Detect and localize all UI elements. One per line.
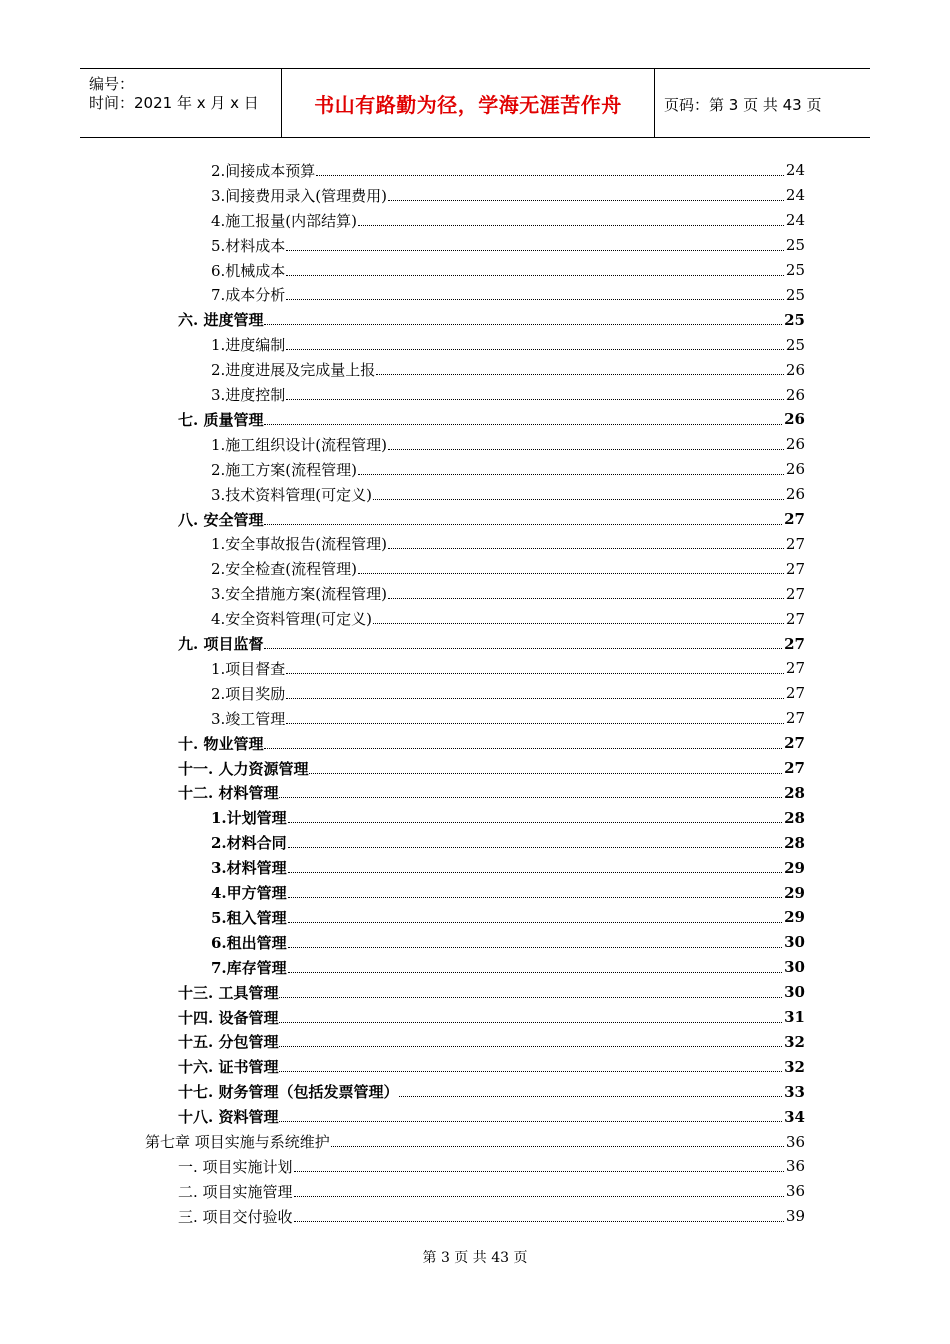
toc-leader-dots	[388, 598, 784, 599]
toc-entry-label: 2.材料合同	[211, 834, 287, 853]
toc-leader-dots	[279, 1022, 782, 1023]
toc-leader-dots	[279, 1071, 782, 1072]
toc-leader-dots	[309, 773, 782, 774]
toc-entry[interactable]	[211, 855, 805, 880]
toc-entry-page: 36	[785, 1182, 805, 1201]
toc-leader-dots	[358, 573, 784, 574]
time-label: 时间：2021 年 x 月 x 日	[89, 94, 259, 112]
header-motto-cell	[282, 69, 655, 137]
toc-entry-page: 30	[784, 958, 805, 977]
toc-leader-dots	[279, 1121, 782, 1122]
toc-entry-page: 26	[785, 435, 805, 454]
page-header	[80, 68, 870, 138]
toc-entry[interactable]	[211, 955, 805, 980]
toc-leader-dots	[288, 872, 782, 873]
toc-entry[interactable]	[211, 183, 805, 208]
toc-entry[interactable]	[211, 258, 805, 283]
toc-entry-label: 1.项目督查	[211, 659, 286, 678]
toc-entry[interactable]	[178, 1154, 805, 1179]
toc-entry[interactable]	[211, 233, 805, 258]
toc-entry[interactable]	[211, 581, 805, 606]
toc-entry[interactable]	[211, 706, 805, 731]
toc-entry[interactable]	[178, 980, 805, 1005]
toc-entry-page: 31	[784, 1008, 805, 1027]
toc-leader-dots	[358, 225, 784, 226]
toc-entry-page: 25	[785, 261, 805, 280]
toc-entry-label: 6.租出管理	[211, 933, 287, 952]
toc-leader-dots	[264, 424, 782, 425]
toc-entry-label: 十五. 分包管理	[178, 1033, 279, 1052]
toc-entry[interactable]	[211, 805, 805, 830]
toc-entry-label: 7.成本分析	[211, 286, 286, 305]
toc-entry-label: 十. 物业管理	[178, 734, 264, 753]
toc-entry-label: 1.进度编制	[211, 336, 286, 355]
toc-leader-dots	[264, 324, 782, 325]
toc-leader-dots	[376, 374, 784, 375]
toc-entry[interactable]	[178, 1030, 805, 1055]
header-page-cell	[655, 69, 870, 137]
toc-entry-label: 二. 项目实施管理	[178, 1182, 293, 1201]
toc-entry-page: 27	[784, 510, 805, 529]
toc-entry[interactable]	[211, 208, 805, 233]
toc-entry-label: 2.安全检查(流程管理)	[211, 560, 358, 579]
toc-entry-page: 32	[784, 1032, 805, 1051]
toc-entry-label: 4.安全资料管理(可定义)	[211, 610, 373, 629]
serial-label: 编号：	[89, 75, 135, 93]
toc-entry-label: 八. 安全管理	[178, 510, 264, 529]
toc-entry[interactable]	[178, 731, 805, 756]
toc-leader-dots	[288, 922, 782, 923]
toc-entry[interactable]	[211, 880, 805, 905]
toc-leader-dots	[288, 847, 782, 848]
toc-entry-label: 十二. 材料管理	[178, 784, 279, 803]
toc-entry-label: 1.计划管理	[211, 809, 287, 828]
toc-entry-label: 1.安全事故报告(流程管理)	[211, 535, 388, 554]
toc-entry[interactable]	[145, 1129, 805, 1154]
toc-leader-dots	[294, 1221, 784, 1222]
toc-entry-label: 4.施工报量(内部结算)	[211, 211, 358, 230]
toc-entry-label: 十四. 设备管理	[178, 1008, 279, 1027]
toc-leader-dots	[388, 200, 784, 201]
toc-leader-dots	[286, 723, 784, 724]
toc-entry[interactable]	[211, 532, 805, 557]
toc-entry[interactable]	[211, 158, 805, 183]
toc-entry[interactable]	[211, 930, 805, 955]
toc-entry-page: 28	[784, 808, 805, 827]
toc-entry[interactable]	[211, 905, 805, 930]
toc-leader-dots	[286, 399, 784, 400]
toc-entry-label: 三. 项目交付验收	[178, 1207, 293, 1226]
toc-entry[interactable]	[178, 756, 805, 781]
toc-entry[interactable]	[178, 1104, 805, 1129]
toc-entry[interactable]	[178, 1204, 805, 1229]
toc-entry-page: 32	[784, 1057, 805, 1076]
toc-entry-page: 27	[784, 759, 805, 778]
page-label: 页码：第 3 页 共 43 页	[664, 96, 822, 114]
toc-entry[interactable]	[178, 1005, 805, 1030]
toc-entry-page: 24	[785, 161, 805, 180]
toc-entry-label: 4.甲方管理	[211, 884, 287, 903]
toc-entry[interactable]	[211, 457, 805, 482]
toc-entry-page: 30	[784, 933, 805, 952]
toc-leader-dots	[264, 648, 782, 649]
toc-entry[interactable]	[211, 432, 805, 457]
toc-entry-page: 26	[785, 485, 805, 504]
toc-entry-page: 28	[784, 783, 805, 802]
toc-leader-dots	[264, 748, 782, 749]
toc-entry-label: 十八. 资料管理	[178, 1108, 279, 1127]
toc-entry-label: 十三. 工具管理	[178, 983, 279, 1002]
toc-entry-page: 26	[785, 385, 805, 404]
toc-entry-label: 九. 项目监督	[178, 635, 264, 654]
toc-entry-page: 27	[785, 559, 805, 578]
toc-entry-page: 27	[785, 584, 805, 603]
toc-entry-label: 一. 项目实施计划	[178, 1157, 293, 1176]
toc-entry-page: 24	[785, 186, 805, 205]
toc-entry-page: 29	[784, 883, 805, 902]
toc-entry-page: 33	[784, 1082, 805, 1101]
toc-entry[interactable]	[211, 283, 805, 308]
toc-entry-page: 27	[785, 709, 805, 728]
toc-entry-page: 25	[784, 310, 805, 329]
toc-leader-dots	[264, 524, 782, 525]
toc-entry-page: 28	[784, 833, 805, 852]
toc-leader-dots	[288, 972, 782, 973]
toc-entry-label: 3.材料管理	[211, 859, 287, 878]
toc-entry-label: 3.间接费用录入(管理费用)	[211, 186, 388, 205]
toc-entry[interactable]	[178, 781, 805, 806]
toc-entry-label: 六. 进度管理	[178, 311, 264, 330]
toc-entry[interactable]	[178, 307, 805, 332]
toc-entry-page: 27	[785, 684, 805, 703]
toc-entry-page: 26	[784, 410, 805, 429]
toc-entry-page: 30	[784, 983, 805, 1002]
toc-entry-page: 36	[785, 1132, 805, 1151]
toc-entry-page: 27	[785, 534, 805, 553]
toc-entry-page: 25	[785, 285, 805, 304]
toc-leader-dots	[288, 897, 782, 898]
toc-entry-page: 26	[785, 460, 805, 479]
toc-entry[interactable]	[178, 407, 805, 432]
toc-entry-label: 2.项目奖励	[211, 684, 286, 703]
toc-entry[interactable]	[178, 631, 805, 656]
toc-leader-dots	[286, 349, 784, 350]
toc-leader-dots	[373, 623, 784, 624]
toc-entry[interactable]	[211, 606, 805, 631]
toc-leader-dots	[399, 1096, 782, 1097]
header-meta-cell	[80, 69, 282, 137]
toc-entry-label: 5.材料成本	[211, 236, 286, 255]
toc-entry-label: 2.进度进展及完成量上报	[211, 361, 376, 380]
toc-leader-dots	[388, 449, 784, 450]
toc-entry-label: 2.施工方案(流程管理)	[211, 460, 358, 479]
toc-entry[interactable]	[211, 382, 805, 407]
toc-entry[interactable]	[211, 681, 805, 706]
toc-entry-page: 29	[784, 858, 805, 877]
toc-entry[interactable]	[211, 556, 805, 581]
page-footer: 第 3 页 共 43 页	[422, 1250, 528, 1266]
toc-leader-dots	[294, 1196, 784, 1197]
toc-entry[interactable]	[211, 332, 805, 357]
toc-leader-dots	[288, 947, 782, 948]
toc-leader-dots	[279, 997, 782, 998]
toc-entry-label: 3.竣工管理	[211, 709, 286, 728]
toc-entry-page: 39	[785, 1207, 805, 1226]
motto: 书山有路勤为径，学海无涯苦作舟	[314, 93, 622, 117]
toc-leader-dots	[286, 275, 784, 276]
toc-entry[interactable]	[178, 1054, 805, 1079]
toc-entry[interactable]	[178, 1179, 805, 1204]
toc-entry-page: 24	[785, 211, 805, 230]
toc-entry-label: 7.库存管理	[211, 958, 287, 977]
toc-entry-page: 29	[784, 908, 805, 927]
toc-leader-dots	[288, 822, 782, 823]
toc-entry-page: 27	[784, 634, 805, 653]
toc-leader-dots	[316, 175, 784, 176]
toc-entry-label: 5.租入管理	[211, 908, 287, 927]
toc-entry[interactable]	[178, 1079, 805, 1104]
toc-entry-label: 十七. 财务管理（包括发票管理）	[178, 1083, 399, 1102]
toc-entry-label: 十一. 人力资源管理	[178, 759, 309, 778]
toc-entry-page: 36	[785, 1157, 805, 1176]
toc-entry[interactable]	[211, 357, 805, 382]
toc-entry-page: 25	[785, 335, 805, 354]
toc-entry-label: 3.技术资料管理(可定义)	[211, 485, 373, 504]
toc-entry-label: 2.间接成本预算	[211, 161, 316, 180]
toc-leader-dots	[286, 698, 784, 699]
toc-entry[interactable]	[178, 507, 805, 532]
toc-entry[interactable]	[211, 482, 805, 507]
toc-entry-page: 27	[785, 659, 805, 678]
toc-entry-page: 25	[785, 236, 805, 255]
toc-entry-label: 十六. 证书管理	[178, 1058, 279, 1077]
toc-leader-dots	[358, 474, 784, 475]
toc-entry-label: 1.施工组织设计(流程管理)	[211, 435, 388, 454]
toc-entry-label: 第七章 项目实施与系统维护	[145, 1133, 330, 1152]
toc-entry[interactable]	[211, 830, 805, 855]
toc-entry-label: 七. 质量管理	[178, 410, 264, 429]
toc-leader-dots	[331, 1146, 784, 1147]
toc-leader-dots	[286, 299, 784, 300]
toc-entry-label: 3.进度控制	[211, 386, 286, 405]
toc-leader-dots	[286, 250, 784, 251]
toc-leader-dots	[373, 499, 784, 500]
toc-leader-dots	[286, 673, 784, 674]
toc-entry-page: 27	[785, 609, 805, 628]
toc-entry-page: 34	[784, 1107, 805, 1126]
toc-entry-label: 6.机械成本	[211, 261, 286, 280]
toc-entry-label: 3.安全措施方案(流程管理)	[211, 585, 388, 604]
toc-leader-dots	[279, 797, 782, 798]
toc-entry-page: 26	[785, 360, 805, 379]
toc-leader-dots	[279, 1046, 782, 1047]
toc-leader-dots	[294, 1171, 784, 1172]
toc-leader-dots	[388, 548, 784, 549]
toc-entry[interactable]	[211, 656, 805, 681]
toc-entry-page: 27	[784, 734, 805, 753]
